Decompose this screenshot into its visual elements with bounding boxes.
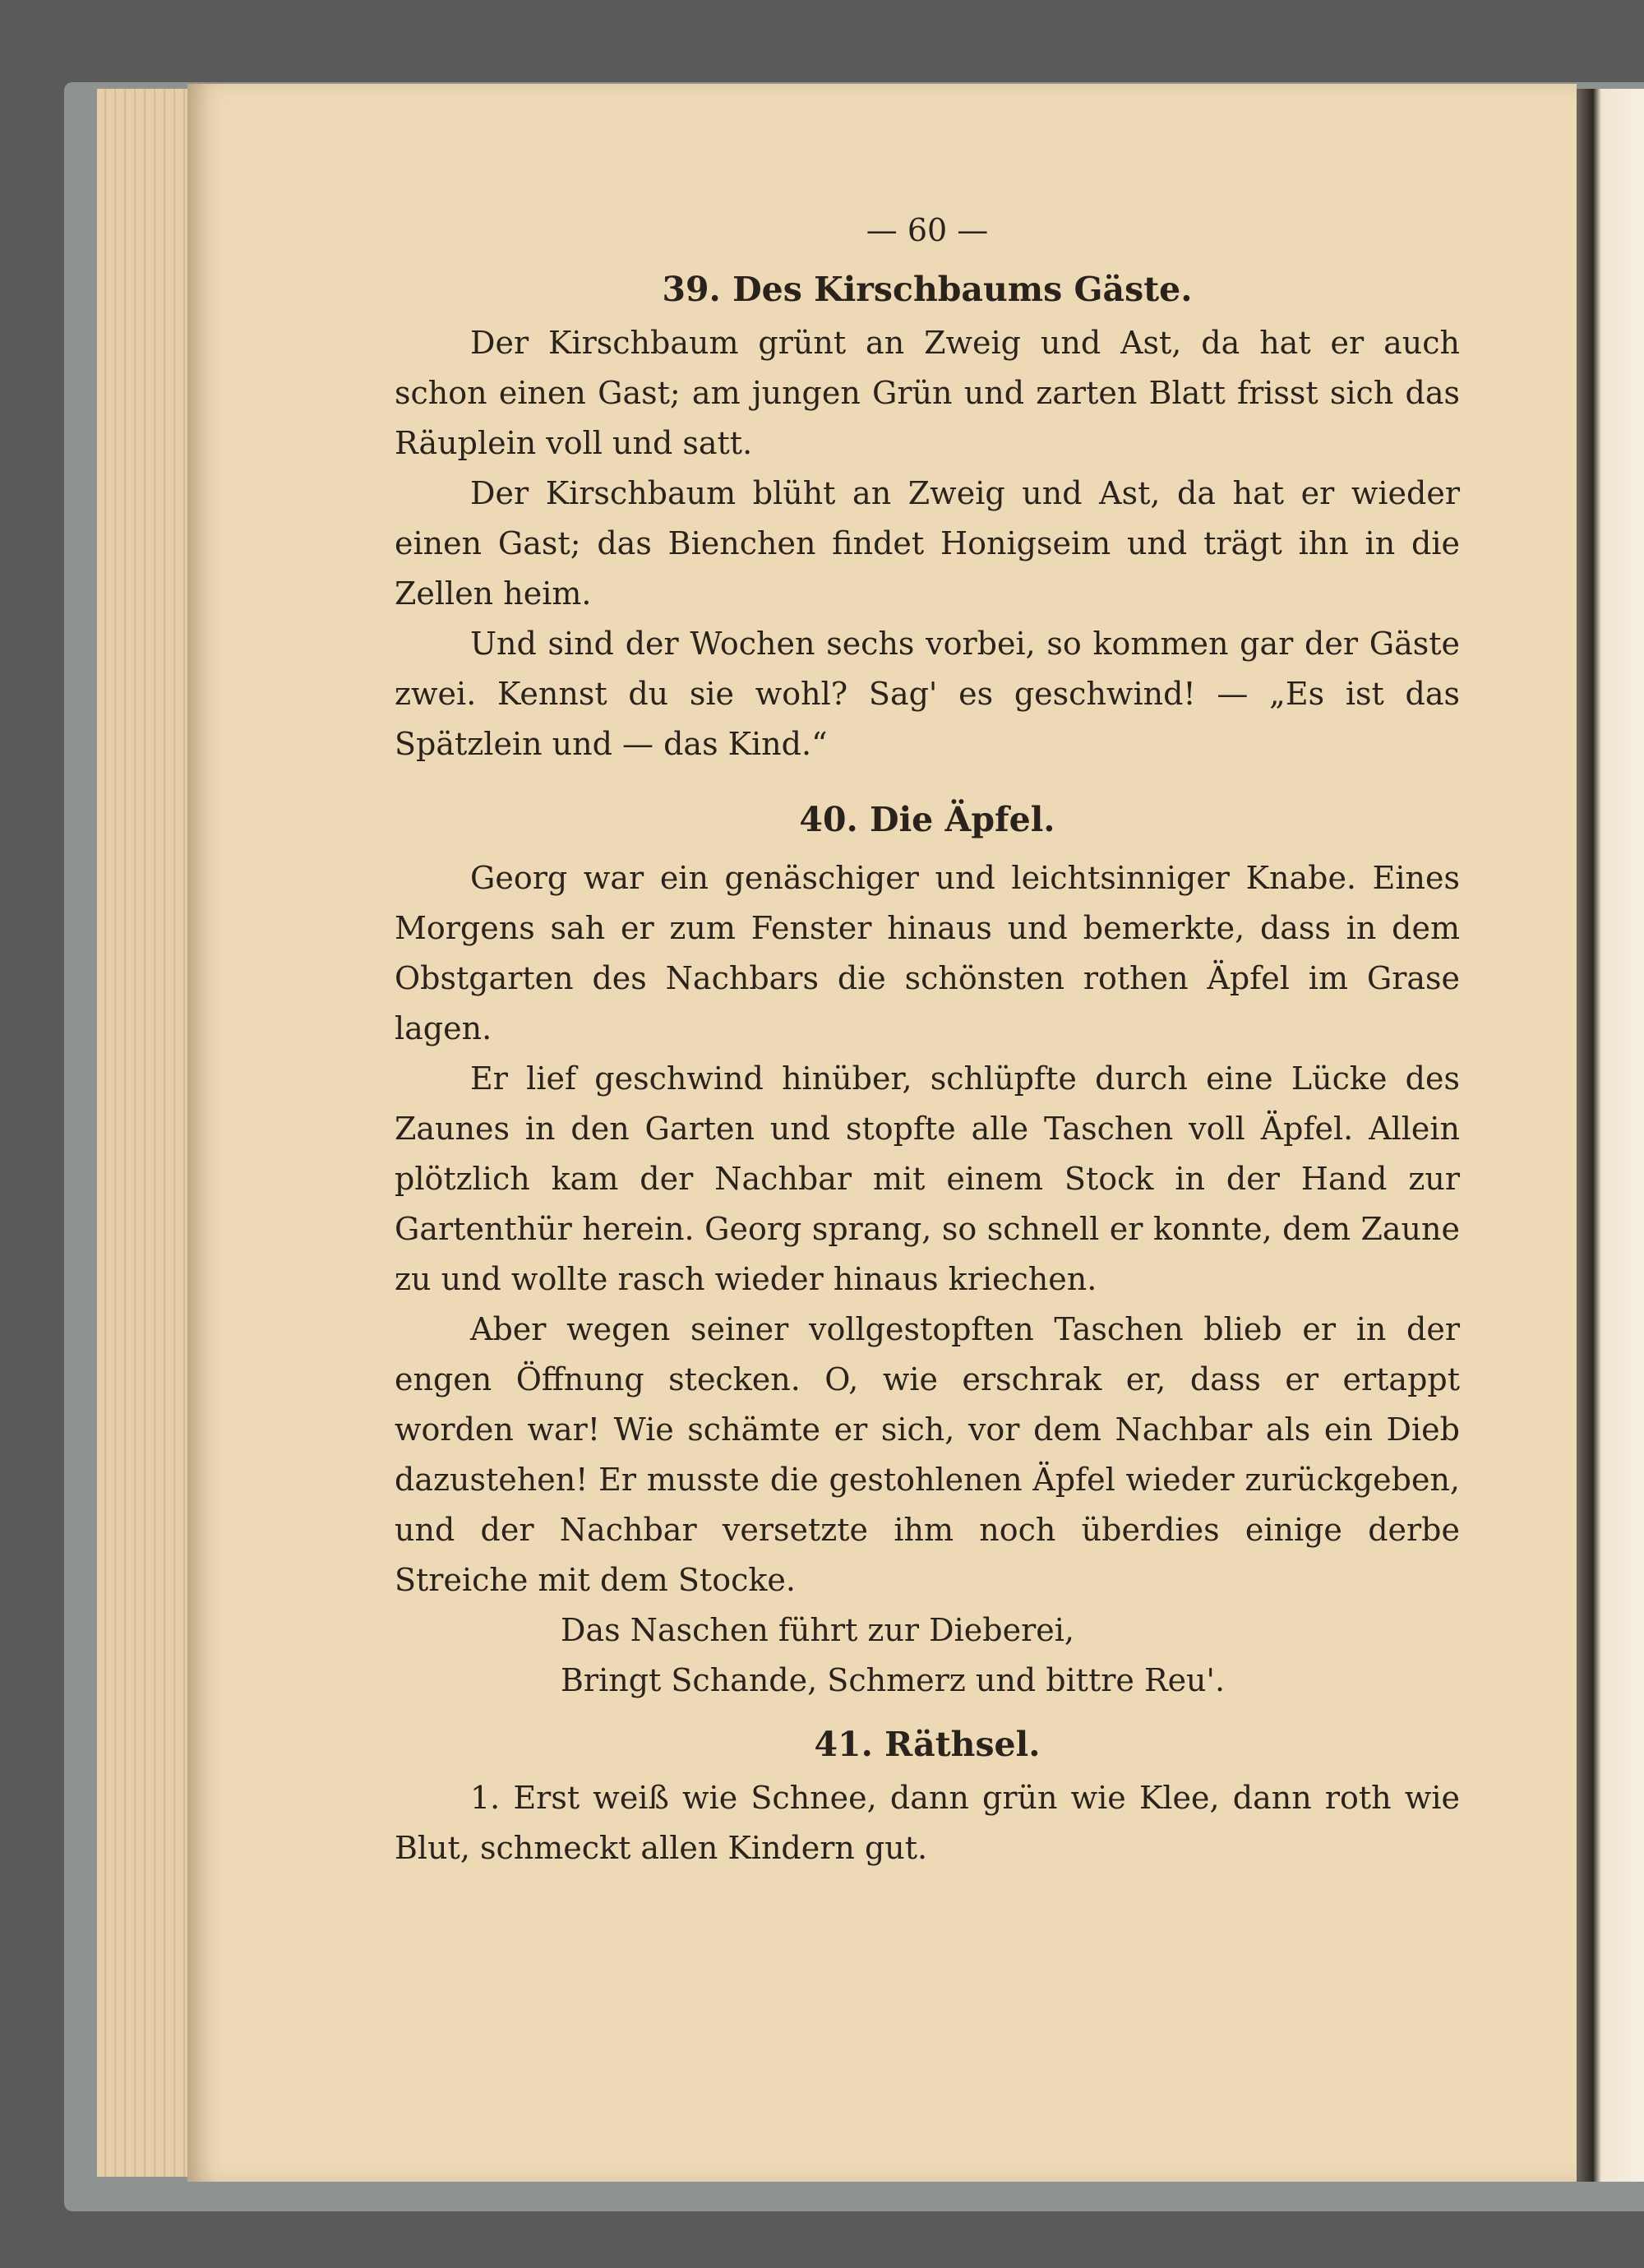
- riddle-text: 1. Erst weiß wie Schnee, dann grün wie Klee, dann roth wie Blut, schmeckt allen Kindern gut.: [395, 1780, 1460, 1866]
- couplet-line: Das Naschen führt zur Dieberei,: [561, 1612, 1074, 1648]
- section-heading: 41. Räthsel.: [814, 1725, 1041, 1764]
- page-text: [395, 206, 1460, 1873]
- paragraph: Er lief geschwind hinüber, schlüpfte durch eine Lücke des Zaunes in den Garten und stopfte alle Taschen voll Äpfel. Allein plötzlich kam der Nachbar mit einem Stock in der Hand zur Gartenthür herein. Georg sprang, so schnell er konnte, dem Zaune zu und wollte rasch wieder hinaus kriechen.: [395, 1060, 1460, 1297]
- paragraph: Und sind der Wochen sechs vorbei, so kommen gar der Gäste zwei. Kennst du sie wohl? Sag' es geschwind! — „Es ist das Spätzlein und — das Kind.“: [395, 626, 1460, 762]
- section-41: [395, 1716, 1460, 1873]
- page-number: — 60 —: [866, 212, 989, 248]
- section-heading: 40. Die Äpfel.: [799, 800, 1055, 839]
- next-page-edge: [1577, 89, 1644, 2182]
- section-40: [395, 791, 1460, 1706]
- section-39: [395, 261, 1460, 769]
- paragraph: Der Kirschbaum blüht an Zweig und Ast, da hat er wieder einen Gast; das Bienchen findet Honigseim und trägt ihn in die Zellen heim.: [395, 475, 1460, 612]
- paragraph: Georg war ein genäschiger und leichtsinniger Knabe. Eines Morgens sah er zum Fenster hinaus und bemerkte, dass in dem Obstgarten des Nachbars die schönsten rothen Äpfel im Grase lagen.: [395, 860, 1460, 1046]
- paragraph: Aber wegen seiner vollgestopften Taschen blieb er in der engen Öffnung stecken. O, wie erschrak er, dass er ertappt worden war! Wie schämte er sich, vor dem Nachbar als ein Dieb dazustehen! Er musste die gestohlenen Äpfel wieder zurückgeben, und der Nachbar versetzte ihm noch überdies einige derbe Streiche mit dem Stocke.: [395, 1311, 1460, 1598]
- couplet-line: Bringt Schande, Schmerz und bittre Reu'.: [561, 1662, 1226, 1698]
- section-heading: 39. Des Kirschbaums Gäste.: [662, 270, 1193, 309]
- paragraph: Der Kirschbaum grünt an Zweig und Ast, da hat er auch schon einen Gast; am jungen Grün und zarten Blatt frisst sich das Räuplein voll und satt.: [395, 325, 1460, 461]
